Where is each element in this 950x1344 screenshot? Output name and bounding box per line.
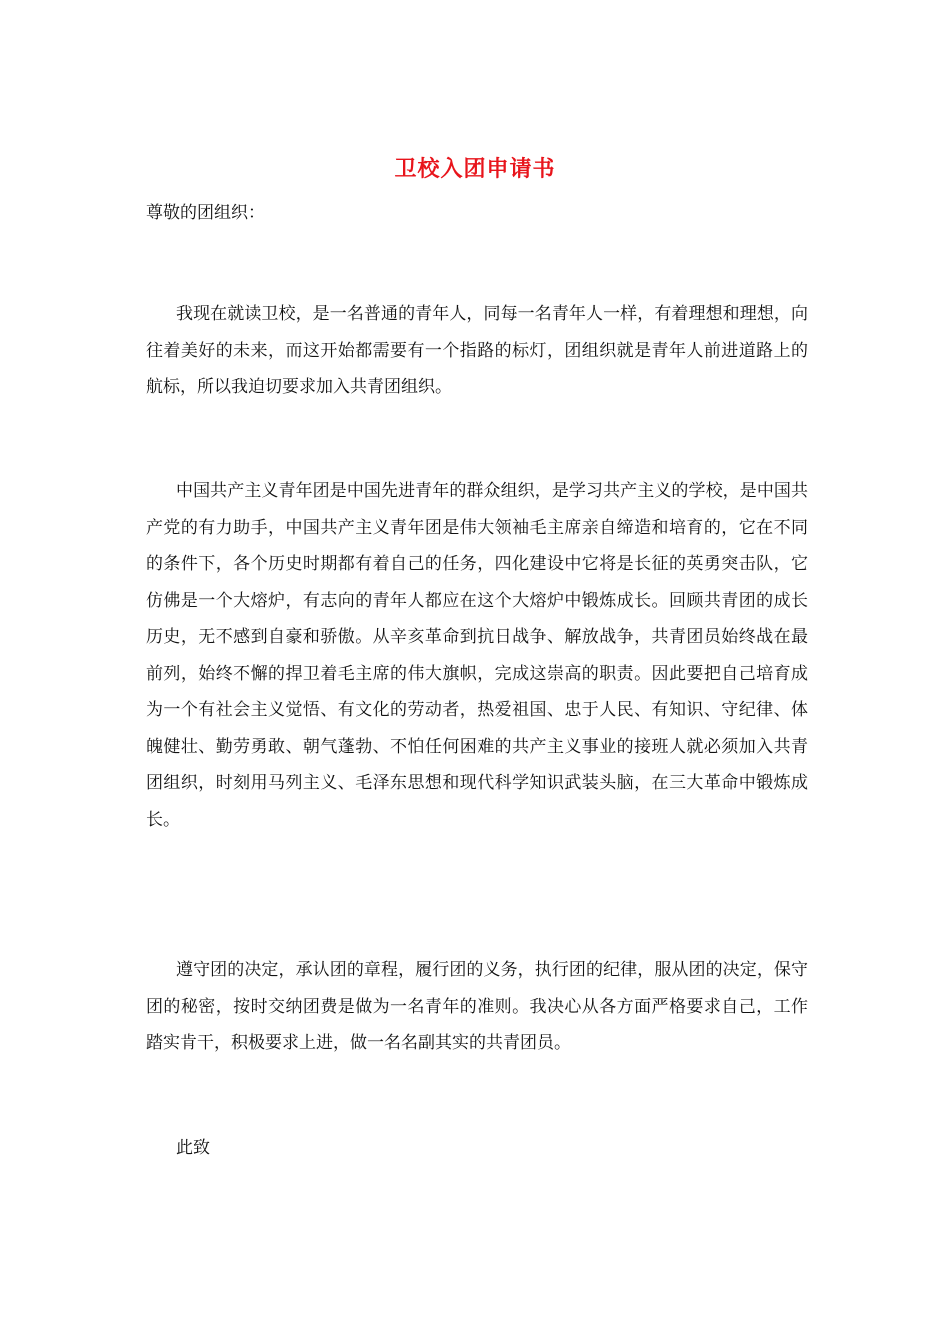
salutation: 尊敬的团组织：: [146, 203, 265, 223]
body-paragraph-2: 中国共产主义青年团是中国先进青年的群众组织，是学习共产主义的学校，是中国共产党的有力助手，中国共产主义青年团是伟大领袖毛主席亲自缔造和培育的，它在不同的条件下，各个历史时期都有着自己的任务，四化建设中它将是长征的英勇突击队，它仿佛是一个大熔炉，有志向的青年人都应在这个大熔炉中锻炼成长。回顾共青团的成长历史，无不感到自豪和骄傲。从辛亥革命到抗日战争、解放战争，共青团员始终战在最前列，始终不懈的捍卫着毛主席的伟大旗帜，完成这崇高的职责。因此要把自己培育成为一个有社会主义觉悟、有文化的劳动者，热爱祖国、忠于人民、有知识、守纪律、体魄健壮、勤劳勇敢、朝气蓬勃、不怕任何困难的共产主义事业的接班人就必须加入共青团组织，时刻用马列主义、毛泽东思想和现代科学知识武装头脑，在三大革命中锻炼成长。: [146, 481, 808, 830]
body-paragraph-1: 我现在就读卫校，是一名普通的青年人，同每一名青年人一样，有着理想和理想，向往着美好的未来，而这开始都需要有一个指路的标灯，团组织就是青年人前进道路上的航标，所以我迫切要求加入共青团组织。: [146, 304, 808, 397]
body-paragraph-3: 遵守团的决定，承认团的章程，履行团的义务，执行团的纪律，服从团的决定，保守团的秘密，按时交纳团费是做为一名青年的准则。我决心从各方面严格要求自己，工作踏实肯干，积极要求上进，做一名名副其实的共青团员。: [146, 960, 808, 1053]
document-title: 卫校入团申请书: [394, 156, 556, 182]
closing-salutation: 此致: [176, 1138, 210, 1158]
